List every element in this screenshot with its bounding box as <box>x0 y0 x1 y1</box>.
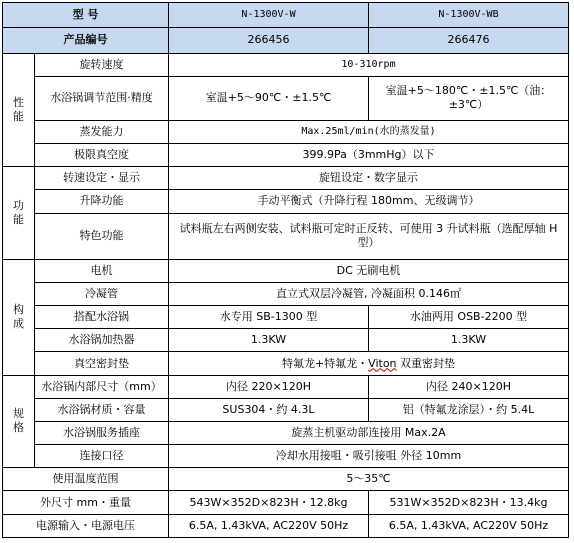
bath-material-wb: 铝（特氟龙涂层）・约 5.4L <box>369 398 569 421</box>
model-label: 型 号 <box>3 3 169 28</box>
vacuum-label: 极限真空度 <box>35 144 169 167</box>
condenser-label: 冷凝管 <box>35 283 169 306</box>
bath-wb: 水油两用 OSB-2200 型 <box>369 306 569 329</box>
lift-value: 手动平衡式（升降行程 180mm、无级调节） <box>169 190 569 213</box>
motor-value: DC 无刷电机 <box>169 259 569 282</box>
row-bath-temp <box>3 76 569 120</box>
ambient-value: 5～35℃ <box>169 468 569 491</box>
dimensions-wb: 531W×352D×823H・13.4kg <box>369 491 569 514</box>
section-specification-label: 规 格 <box>13 407 24 435</box>
row-evaporation <box>3 120 569 143</box>
row-seal <box>3 352 569 375</box>
row-bath <box>3 306 569 329</box>
section-function-label: 功 能 <box>13 199 24 227</box>
evaporation-label: 蒸发能力 <box>35 120 169 143</box>
section-performance-label: 性 能 <box>13 95 24 123</box>
dimensions-label: 外尺寸 mm・重量 <box>3 491 169 514</box>
row-bath-material <box>3 398 569 421</box>
section-function <box>3 167 35 260</box>
seal-label: 真空密封垫 <box>35 352 169 375</box>
row-motor <box>3 259 569 282</box>
dimensions-w: 543W×352D×823H・12.8kg <box>169 491 369 514</box>
socket-label: 水浴锅服务插座 <box>35 421 169 444</box>
ambient-label: 使用温度范围 <box>3 468 169 491</box>
condenser-value: 直立式双层冷凝管, 冷凝面积 0.146㎡ <box>169 283 569 306</box>
bath-w: 水专用 SB-1300 型 <box>169 306 369 329</box>
row-bath-size <box>3 375 569 398</box>
bath-temp-label: 水浴锅调节范围·精度 <box>35 76 169 120</box>
bath-temp-wb: 室温+5～180℃・±1.5℃（油：±3℃） <box>369 76 569 120</box>
section-performance <box>3 53 35 167</box>
model-row <box>3 3 569 28</box>
power-w: 6.5A, 1.43kVA, AC220V 50Hz <box>169 514 369 537</box>
heater-w: 1.3KW <box>169 329 369 352</box>
row-vacuum <box>3 144 569 167</box>
speed-setting-value: 旋钮设定・数字显示 <box>169 167 569 190</box>
bath-size-label: 水浴锅内部尺寸（mm） <box>35 375 169 398</box>
bath-size-w: 内径 220×120H <box>169 375 369 398</box>
row-speed-setting <box>3 167 569 190</box>
rotation-speed-value: 10-310rpm <box>169 53 569 76</box>
features-value: 试料瓶左右两侧安装、试料瓶可定时正反转、可使用 3 升试料瓶（选配厚轴 H 型） <box>169 213 569 259</box>
bath-material-label: 水浴锅材质・容量 <box>35 398 169 421</box>
bath-label: 搭配水浴锅 <box>35 306 169 329</box>
seal-value-post: 双重密封垫 <box>396 356 456 370</box>
model-wb: N-1300V-WB <box>369 3 569 28</box>
product-no-row <box>3 28 569 53</box>
heater-wb: 1.3KW <box>369 329 569 352</box>
product-no-w: 266456 <box>169 28 369 53</box>
row-ambient <box>3 468 569 491</box>
row-rotation-speed <box>3 53 569 76</box>
rotation-speed-label: 旋转速度 <box>35 53 169 76</box>
section-composition-label: 构 成 <box>13 303 24 331</box>
features-label: 特色功能 <box>35 213 169 259</box>
spec-table <box>2 2 569 538</box>
lift-label: 升降功能 <box>35 190 169 213</box>
section-composition <box>3 259 35 375</box>
row-features <box>3 213 569 259</box>
seal-value <box>169 352 569 375</box>
port-label: 连接口径 <box>35 445 169 468</box>
row-lift <box>3 190 569 213</box>
section-specification <box>3 375 35 468</box>
row-power <box>3 514 569 537</box>
motor-label: 电机 <box>35 259 169 282</box>
bath-temp-w: 室温+5～90℃・±1.5℃ <box>169 76 369 120</box>
row-condenser <box>3 283 569 306</box>
port-value: 冷却水用接咀・吸引接咀 外径 10mm <box>169 445 569 468</box>
evaporation-value: Max.25ml/min(水的蒸发量) <box>169 120 569 143</box>
row-heater <box>3 329 569 352</box>
row-socket <box>3 421 569 444</box>
bath-material-w: SUS304・约 4.3L <box>169 398 369 421</box>
heater-label: 水浴锅加热器 <box>35 329 169 352</box>
seal-value-viton: Viton <box>368 356 397 370</box>
bath-size-wb: 内径 240×120H <box>369 375 569 398</box>
power-label: 电源输入・电源电压 <box>3 514 169 537</box>
socket-value: 旋蒸主机驱动部连接用 Max.2A <box>169 421 569 444</box>
speed-setting-label: 转速设定・显示 <box>35 167 169 190</box>
power-wb: 6.5A, 1.43kVA, AC220V 50Hz <box>369 514 569 537</box>
seal-value-pre: 特氟龙+特氟龙・ <box>281 356 369 370</box>
row-dimensions <box>3 491 569 514</box>
row-port <box>3 445 569 468</box>
model-w: N-1300V-W <box>169 3 369 28</box>
product-no-label: 产品编号 <box>3 28 169 53</box>
product-no-wb: 266476 <box>369 28 569 53</box>
vacuum-value: 399.9Pa（3mmHg）以下 <box>169 144 569 167</box>
